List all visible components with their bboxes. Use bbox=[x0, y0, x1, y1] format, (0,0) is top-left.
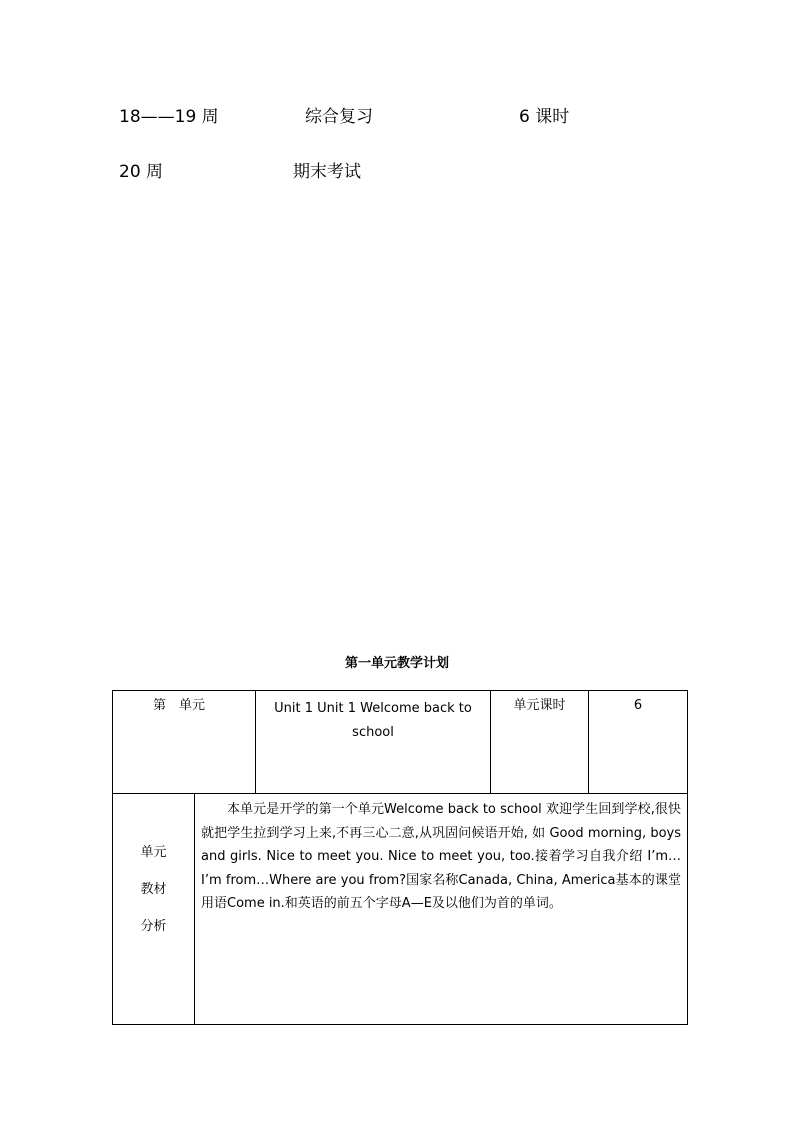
analysis-text: 本单元是开学的第一个单元Welcome back to school 欢迎学生回到学校,很快就把学生拉到学习上来,不再三心二意,从巩固问候语开始, 如 Good morning, boys and girls. Nice to meet you. Nice to meet you, too.接着学习自我介绍 I’m…I’m from…Where are you from?国家名称Canada, China, America基本的课堂用语Come in.和英语的前五个字母A—E及以他们为首的单词。 bbox=[195, 794, 688, 1025]
unit-hours-label: 单元课时 bbox=[491, 691, 589, 794]
schedule-topic: 期末考试 bbox=[293, 162, 361, 182]
schedule-week: 18——19 周 bbox=[119, 107, 219, 127]
analysis-row bbox=[113, 794, 688, 1025]
schedule-week: 20 周 bbox=[119, 162, 164, 182]
unit-info-row bbox=[113, 691, 688, 794]
analysis-label-line: 单元 bbox=[140, 845, 167, 860]
schedule-topic: 综合复习 bbox=[305, 107, 373, 127]
analysis-label bbox=[113, 794, 195, 1025]
plan-title: 第一单元教学计划 bbox=[344, 656, 449, 671]
unit-title: Unit 1 Unit 1 Welcome back to school bbox=[256, 691, 491, 794]
analysis-label-line: 教材 bbox=[140, 882, 167, 897]
unit-hours-value: 6 bbox=[589, 691, 688, 794]
unit-plan-table bbox=[112, 690, 688, 1025]
analysis-label-line: 分析 bbox=[140, 919, 167, 934]
unit-label: 第 单元 bbox=[113, 691, 256, 794]
schedule-hours: 6 课时 bbox=[519, 107, 570, 127]
